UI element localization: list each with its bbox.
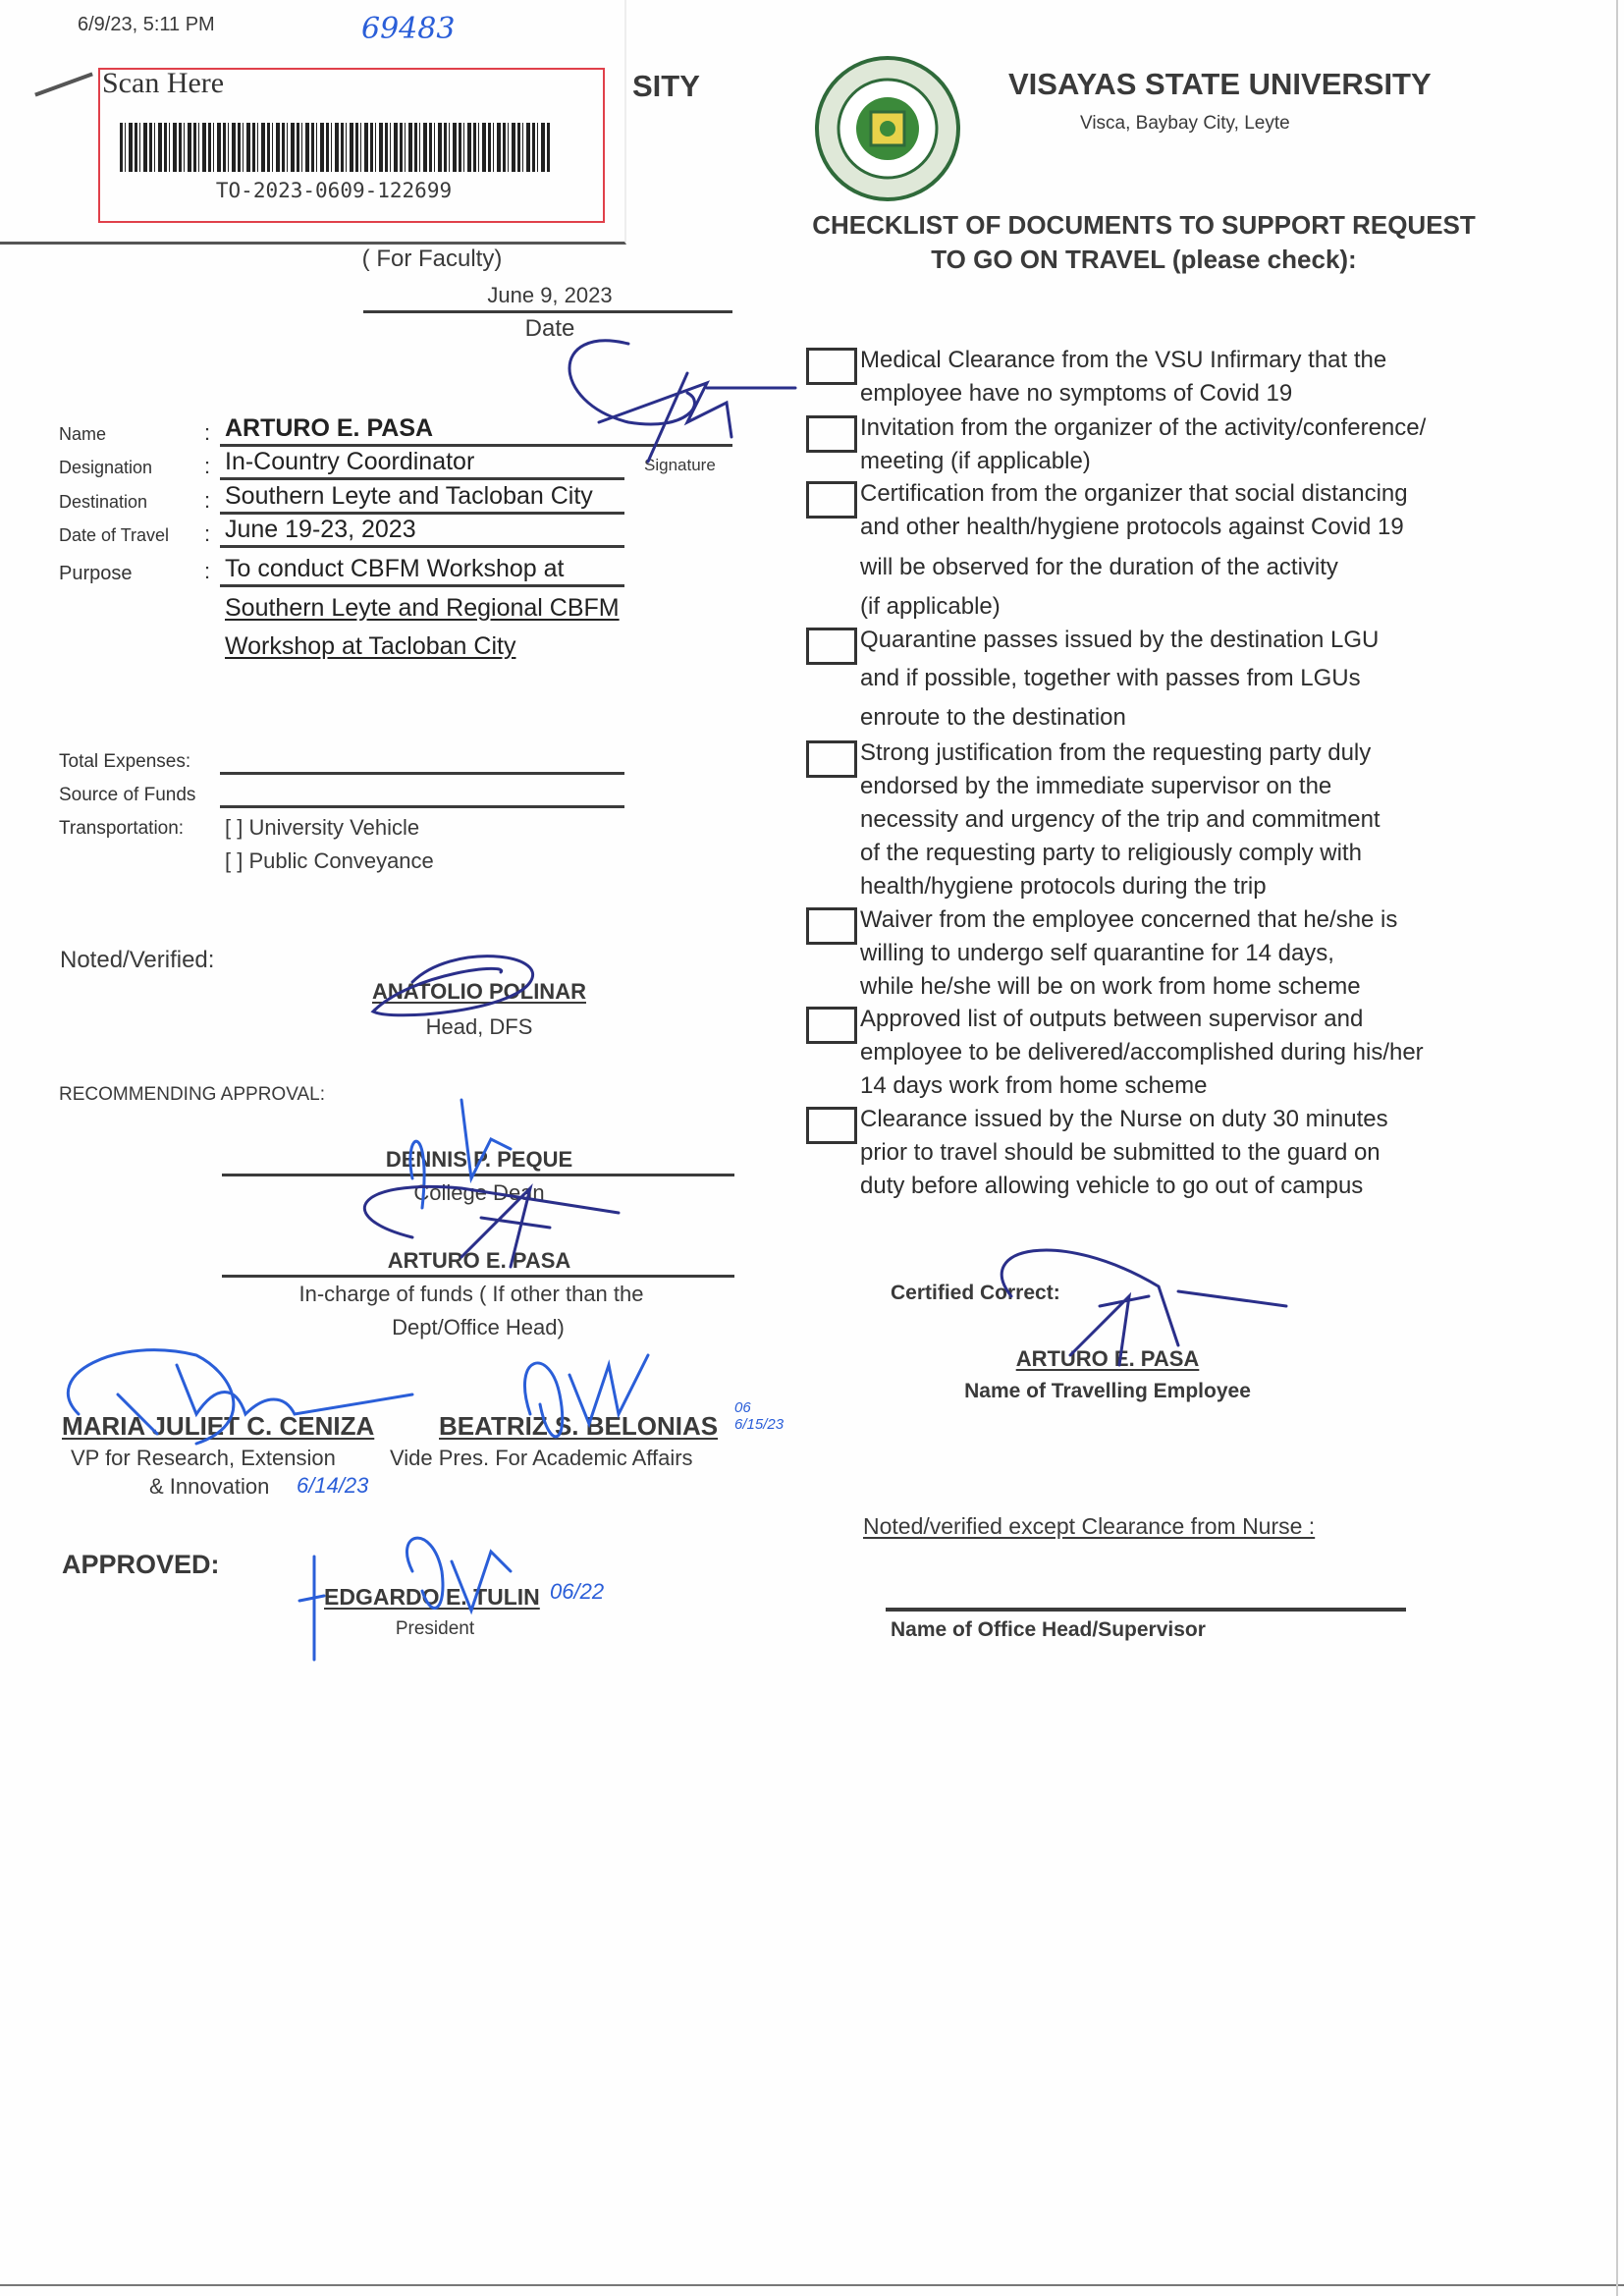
checklist-item-line: Quarantine passes issued by the destination LGU [860,627,1380,653]
checklist-item-line: Certification from the organizer that social distancing [860,480,1408,507]
university-logo [814,55,961,202]
dean-title: College Dean [413,1180,545,1205]
checklist-item-line: employee to be delivered/accomplished during his/her [860,1039,1424,1066]
vp2-name: BEATRIZ S. BELONIAS [439,1411,719,1441]
dean-line [222,1174,734,1176]
field-line [220,477,624,480]
noted-name: ANATOLIO POLINAR [372,979,586,1004]
checklist-item-line: and if possible, together with passes from LGUs [860,665,1361,691]
checklist-item-line: endorsed by the immediate supervisor on the [860,773,1332,799]
checklist-item-line: Medical Clearance from the VSU Infirmary that the [860,347,1387,373]
president-title: President [395,1618,475,1639]
field-label: Designation [59,458,153,477]
vp1-title-1: VP for Research, Extension [71,1446,336,1470]
total-expenses-line[interactable] [220,772,624,775]
colon: : [204,488,211,513]
page-right-edge [1616,0,1618,2296]
field-line [220,444,732,447]
checklist-item-line: Approved list of outputs between supervisor and [860,1006,1364,1032]
employee-name: ARTURO E. PASA [1015,1346,1200,1371]
university-name: VISAYAS STATE UNIVERSITY [1008,67,1432,101]
employee-caption: Name of Travelling Employee [964,1380,1251,1402]
checklist-item-line: necessity and urgency of the trip and commitment [860,806,1380,833]
president-date: 06/22 [550,1579,605,1604]
checklist-item-line: Waiver from the employee concerned that he/she is [860,906,1398,933]
checklist-item-line: enroute to the destination [860,704,1126,731]
field-value[interactable]: ARTURO E. PASA [225,414,434,442]
president-name: EDGARDO E. TULIN [324,1584,540,1610]
field-value[interactable]: Southern Leyte and Tacloban City [225,482,593,510]
colon: : [204,521,211,546]
checklist-item-line: Clearance issued by the Nurse on duty 30 minutes [860,1106,1388,1132]
checklist-item-line: (if applicable) [860,593,1001,620]
checklist-item-line: 14 days work from home scheme [860,1072,1208,1099]
field-label: Destination [59,492,148,512]
office-head-line[interactable] [886,1608,1406,1612]
checkbox[interactable] [806,740,857,778]
office-head-caption: Name of Office Head/Supervisor [891,1618,1206,1641]
for-faculty: ( For Faculty) [361,246,503,272]
field-line [220,545,624,548]
checkbox[interactable] [806,415,857,453]
vp2-title: Vide Pres. For Academic Affairs [390,1446,693,1470]
certified-label: Certified Correct: [891,1282,1060,1304]
checklist-title-2: TO GO ON TRAVEL (please check): [931,245,1357,274]
vp1-title-2: & Innovation [149,1474,270,1499]
field-value[interactable]: To conduct CBFM Workshop at [225,555,565,582]
university-address: Visca, Baybay City, Leyte [1080,113,1290,134]
transportation-label: Transportation: [59,818,185,839]
purpose-line: Southern Leyte and Regional CBFM [225,594,620,622]
checklist-item-line: Invitation from the organizer of the activity/conference/ [860,414,1427,441]
vp2-date: 06 6/15/23 [734,1399,785,1433]
recommending-label: RECOMMENDING APPROVAL: [59,1084,325,1105]
checklist-item-line: Strong justification from the requesting party duly [860,739,1372,766]
dean-name: DENNIS P. PEQUE [385,1147,573,1172]
barcode [120,123,550,172]
signature-label: Signature [644,456,716,474]
checkbox[interactable] [806,1107,857,1144]
checkbox[interactable] [806,628,857,665]
checklist-item-line: employee have no symptoms of Covid 19 [860,380,1293,407]
checkbox[interactable] [806,1007,857,1044]
date-line [363,310,732,313]
checklist-item-line: meeting (if applicable) [860,448,1091,474]
checklist-item-line: while he/she will be on work from home scheme [860,973,1361,1000]
checkbox[interactable] [806,907,857,945]
checklist-item-line: health/hygiene protocols during the trip [860,873,1267,900]
timestamp: 6/9/23, 5:11 PM [78,14,215,35]
partial-title: SITY [632,69,700,103]
source-of-funds-line[interactable] [220,805,624,808]
source-of-funds-label: Source of Funds [59,785,196,805]
page-bottom-edge [0,2284,1624,2286]
checklist-title-1: CHECKLIST OF DOCUMENTS TO SUPPORT REQUEST [812,210,1476,240]
checklist-item-line: willing to undergo self quarantine for 14 days, [860,940,1334,966]
scan-label: Scan Here [102,67,225,99]
checklist-item-line: prior to travel should be submitted to the guard on [860,1139,1380,1166]
colon: : [204,559,211,583]
barcode-code: TO-2023-0609-122699 [215,179,453,202]
field-label: Name [59,424,107,444]
field-label: Purpose [59,563,133,584]
total-expenses-label: Total Expenses: [59,751,191,772]
field-line [220,584,624,587]
field-value[interactable]: In-Country Coordinator [225,448,475,475]
date-label: Date [524,315,575,342]
checklist-item-line: of the requesting party to religiously comply with [860,840,1362,866]
funds-line [222,1275,734,1278]
handwritten-number: 69483 [361,12,456,46]
vp1-name: MARIA JULIET C. CENIZA [62,1411,375,1441]
funds-title-2: Dept/Office Head) [392,1315,565,1339]
purpose-line: Workshop at Tacloban City [225,632,516,660]
noted-title: Head, DFS [425,1014,533,1039]
date-value[interactable]: June 9, 2023 [487,283,613,307]
checklist-item-line: will be observed for the duration of the activity [860,554,1338,580]
noted-label: Noted/Verified: [60,947,215,973]
colon: : [204,454,211,478]
transport-university-vehicle[interactable]: [ ] University Vehicle [225,815,420,840]
approved-label: APPROVED: [62,1550,220,1579]
vp1-date: 6/14/23 [297,1473,369,1498]
checkbox[interactable] [806,348,857,385]
checklist-item-line: and other health/hygiene protocols against Covid 19 [860,514,1404,540]
field-line [220,512,624,515]
field-value[interactable]: June 19-23, 2023 [225,516,416,543]
checklist-item-line: duty before allowing vehicle to go out of campus [860,1173,1364,1199]
funds-name: ARTURO E. PASA [387,1248,571,1273]
checkbox[interactable] [806,481,857,519]
field-label: Date of Travel [59,525,170,545]
funds-title-1: In-charge of funds ( If other than the [298,1282,644,1306]
transport-public-conveyance[interactable]: [ ] Public Conveyance [225,848,434,873]
colon: : [204,420,211,445]
noted-except-label: Noted/verified except Clearance from Nurse : [863,1513,1316,1539]
